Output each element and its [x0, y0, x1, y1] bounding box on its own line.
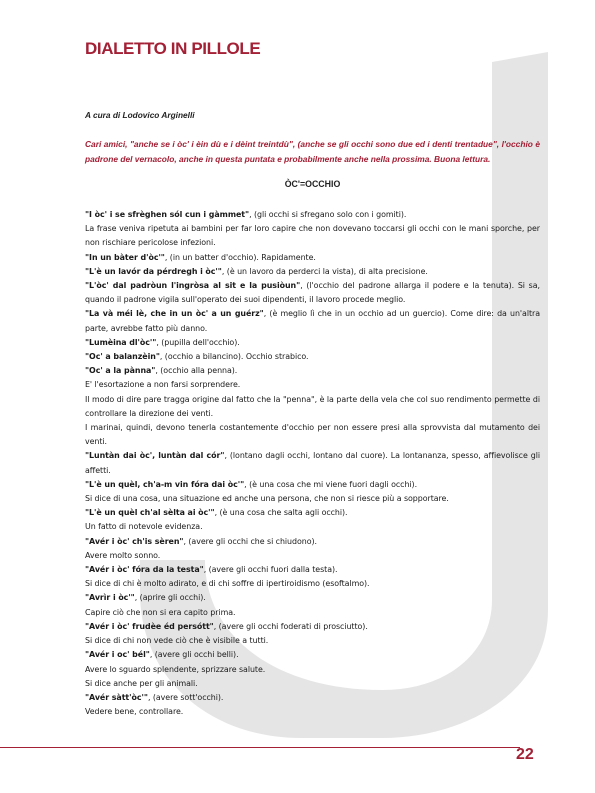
section-subtitle: ÒC'=OCCHIO: [284, 179, 341, 189]
explanation-text: Avere molto sonno.: [85, 550, 161, 560]
explanation-line: [85, 421, 540, 449]
idiom-translation: , (avere gli occhi che si chiudono).: [183, 536, 317, 546]
entries-list: [85, 208, 540, 719]
intro-paragraph: Cari amici, "anche se i òc' i èin dù e i dèint treintdù", (anche se gli occhi sono due ed i denti trentadue", l'occhio è padrone del vernacolo, anche in questa puntata e probabilmente anche nella prossima. Buona lettura.: [85, 139, 540, 164]
idiom-translation: , (è un lavoro da perderci la vista), di alta precisione.: [221, 266, 428, 276]
idiom-phrase: "Avér i òc' ch'is sèren": [85, 536, 184, 546]
explanation-text: I marinai, quindi, devono tenerla costantemente d'occhio per non essere presi alla sprovvista dal mutamento dei venti.: [85, 423, 540, 447]
idiom-translation: , (avere gli occhi foderati di prosciutto).: [213, 621, 368, 631]
idiom-phrase: "Lumèina dl'òc'": [85, 337, 157, 347]
explanation-line: [85, 393, 540, 421]
explanation-line: [85, 492, 540, 506]
explanation-line: [85, 222, 540, 250]
idiom-translation: , (avere gli occhi belli).: [149, 650, 239, 660]
explanation-text: Un fatto di notevole evidenza.: [85, 522, 203, 532]
idiom-phrase: "Luntàn dai òc', luntàn dal cór": [85, 451, 225, 461]
idiom-phrase: "La và méi lè, che in un òc' a un guérz": [85, 309, 264, 319]
explanation-line: [85, 378, 540, 392]
explanation-text: La frase veniva ripetuta ai bambini per far loro capire che non dovevano toccarsi gli occhi con le mani sporche, per non rischiare pericolose infezioni.: [85, 224, 540, 248]
idiom-phrase: "Avrìr i òc'": [85, 593, 135, 603]
idiom-phrase: "Oc' a la pànna": [85, 366, 156, 376]
explanation-line: [85, 520, 540, 534]
idiom-entry: [85, 251, 540, 265]
idiom-translation: , (aprire gli occhi).: [134, 593, 206, 603]
idiom-translation: , (avere sott'occhi).: [147, 692, 224, 702]
idiom-entry: [85, 478, 540, 492]
idiom-entry: [85, 307, 540, 335]
explanation-text: Si dice di chi è molto adirato, e di chi soffre di ipertiroidismo (esoftalmo).: [85, 579, 370, 589]
explanation-line: [85, 606, 540, 620]
idiom-translation: , (è una cosa che salta agli occhi).: [214, 508, 348, 518]
page-title: DIALETTO IN PILLOLE: [85, 39, 261, 58]
idiom-phrase: "I òc' i se sfrèghen sól cun i gàmmet": [85, 210, 250, 219]
idiom-translation: , (gli occhi si sfregano solo con i gomiti).: [249, 210, 407, 219]
idiom-translation: , (occhio a bilancino). Occhio strabico.: [159, 352, 309, 362]
explanation-text: Si dice anche per gli animali.: [85, 678, 198, 688]
idiom-phrase: "In un bàter d'òc'": [85, 252, 165, 262]
idiom-phrase: "L'òc' dal padròun l'ingròsa al sit e la pusiòun": [85, 281, 301, 291]
idiom-entry: [85, 350, 540, 364]
idiom-entry: [85, 535, 540, 549]
idiom-entry: [85, 208, 540, 222]
idiom-phrase: "Avér i òc' fóra da la testa": [85, 565, 204, 575]
idiom-phrase: "L'è un quèl ch'al sèlta ai òc'": [85, 508, 215, 518]
idiom-entry: [85, 265, 540, 279]
explanation-line: [85, 634, 540, 648]
idiom-phrase: "Avér i òc' frudèe éd persótt": [85, 621, 214, 631]
idiom-translation: , (occhio alla penna).: [155, 366, 238, 376]
page-number: 22: [516, 746, 534, 763]
idiom-entry: [85, 449, 540, 477]
idiom-phrase: "Avér i oc' bél": [85, 650, 150, 660]
explanation-text: Avere lo sguardo splendente, sprizzare salute.: [85, 664, 266, 674]
author-line: A cura di Lodovico Arginelli: [85, 110, 195, 120]
idiom-translation: , (l'occhio del padrone allarga il podere e la tenuta). Si sa, quando il padrone vigila sull'operato dei suoi dipendenti, il lavoro procede meglio.: [85, 281, 540, 305]
footer-rule: [0, 747, 520, 748]
idiom-translation: , (pupilla dell'occhio).: [156, 337, 240, 347]
idiom-phrase: "Oc' a balanzèin": [85, 352, 160, 362]
explanation-text: Si dice di una cosa, una situazione ed anche una persona, che non si riesce più a sopportare.: [85, 494, 449, 504]
idiom-entry: [85, 364, 540, 378]
explanation-line: [85, 663, 540, 677]
idiom-entry: [85, 648, 540, 662]
explanation-text: E' l'esortazione a non farsi sorprendere.: [85, 380, 241, 390]
idiom-phrase: "L'è un lavór da pérdregh i òc'": [85, 266, 222, 276]
explanation-text: Capire ciò che non si era capito prima.: [85, 607, 236, 617]
idiom-translation: , (lontano dagli occhi, lontano dal cuore). La lontananza, spesso, affievolisce gli affetti.: [85, 451, 540, 475]
idiom-entry: [85, 506, 540, 520]
idiom-entry: [85, 591, 540, 605]
explanation-text: Il modo di dire pare tragga origine dal fatto che la "penna", è la parte della vela che col suo rendimento permette di controllare la direzione dei venti.: [85, 394, 540, 418]
explanation-line: [85, 549, 540, 563]
idiom-entry: [85, 279, 540, 307]
idiom-entry: [85, 563, 540, 577]
explanation-line: [85, 577, 540, 591]
idiom-translation: , (è una cosa che mi viene fuori dagli occhi).: [244, 479, 418, 489]
idiom-entry: [85, 691, 540, 705]
idiom-phrase: "Avér sàtt'òc'": [85, 692, 148, 702]
idiom-translation: , (avere gli occhi fuori dalla testa).: [203, 565, 338, 575]
idiom-entry: [85, 620, 540, 634]
explanation-line: [85, 705, 540, 719]
idiom-translation: , (è meglio lì che in un occhio ad un guercio). Come dire: da un'altra parte, avrebbe fatto più danno.: [85, 309, 540, 333]
idiom-entry: [85, 336, 540, 350]
idiom-translation: , (in un batter d'occhio). Rapidamente.: [164, 252, 316, 262]
idiom-phrase: "L'è un quèl, ch'a-m vin fóra dai òc'": [85, 479, 245, 489]
explanation-line: [85, 677, 540, 691]
explanation-text: Si dice di chi non vede ciò che è visibile a tutti.: [85, 636, 269, 646]
explanation-text: Vedere bene, controllare.: [85, 707, 184, 717]
